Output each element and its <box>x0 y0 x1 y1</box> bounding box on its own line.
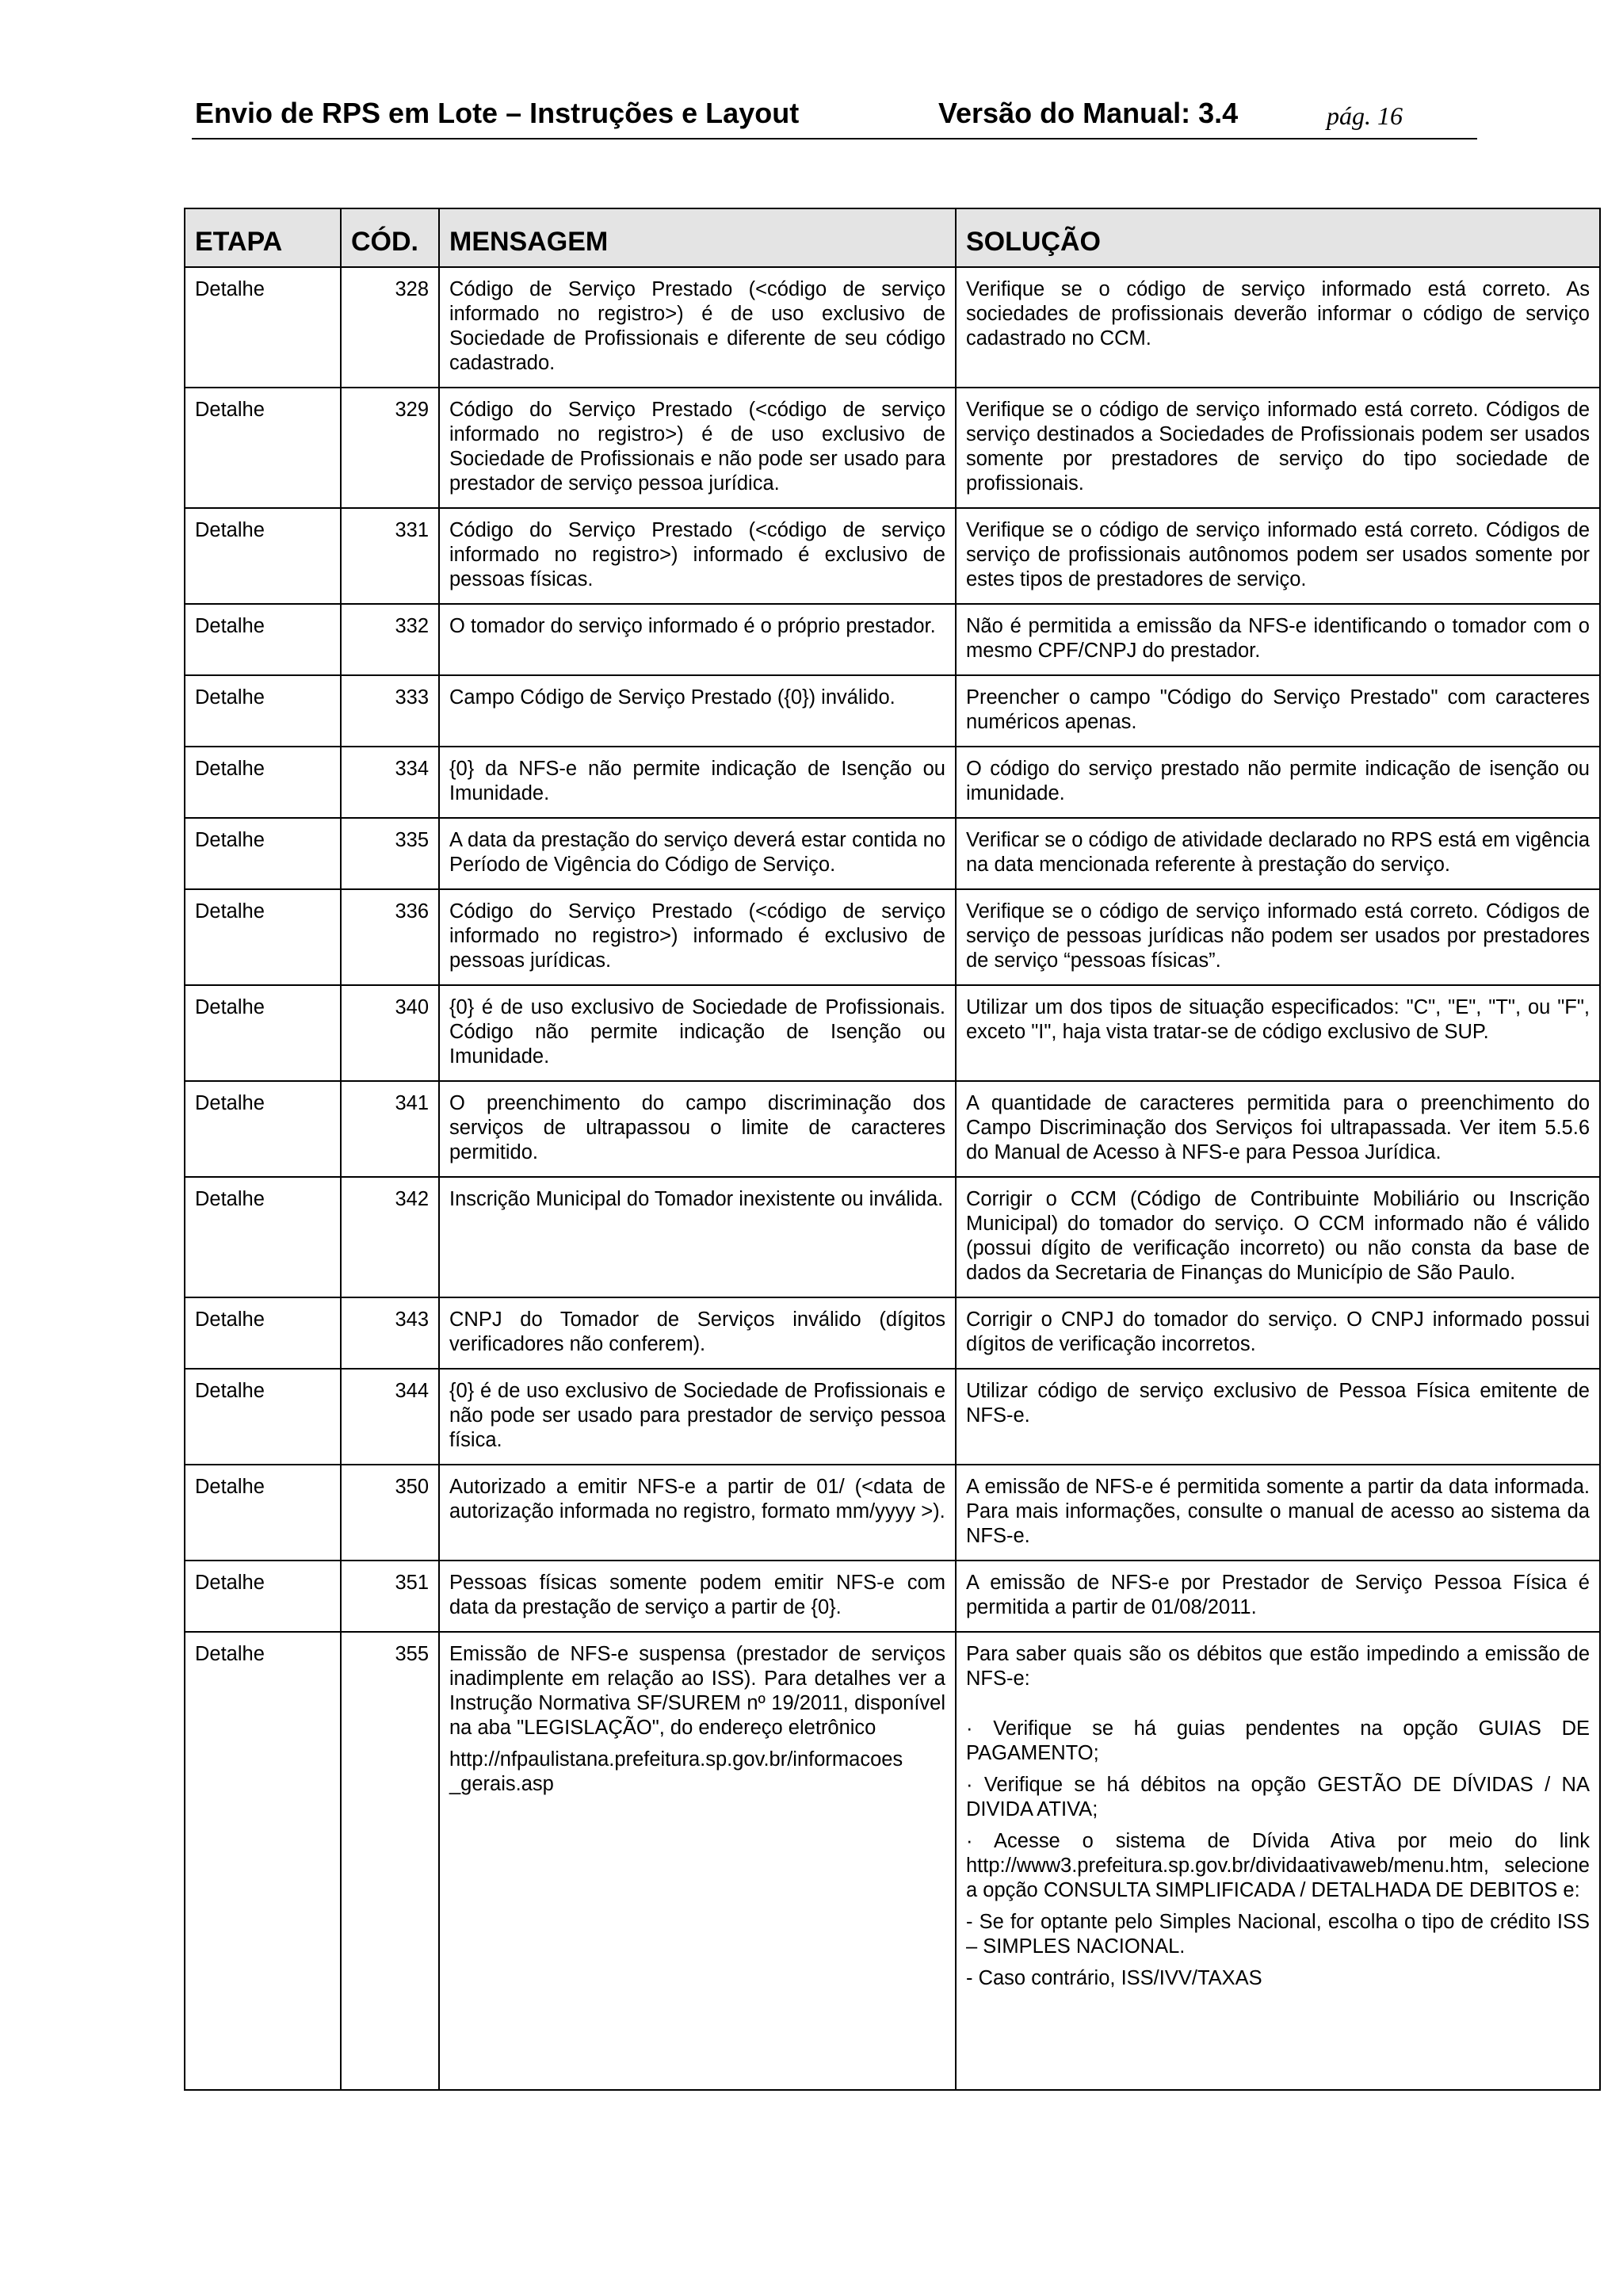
table-row <box>185 1561 1600 1632</box>
cell-mensagem <box>439 818 956 889</box>
solucao-paragraph: A quantidade de caracteres permitida para o preenchimento do Campo Discriminação dos Serviços foi ultrapassada. Ver item 5.5.6 do Manual de Acesso à NFS-e para Pessoa Jurídica. <box>966 1092 1590 1163</box>
mensagem-paragraph: O preenchimento do campo discriminação dos serviços de ultrapassou o limite de caracteres permitido. <box>449 1092 945 1163</box>
cell-mensagem <box>439 985 956 1081</box>
table-row <box>185 985 1600 1081</box>
page-header <box>192 94 1477 139</box>
solucao-paragraph: - Caso contrário, ISS/IVV/TAXAS <box>966 1967 1262 1989</box>
cell-etapa: Detalhe <box>185 889 341 985</box>
table-row <box>185 675 1600 747</box>
mensagem-paragraph: {0} é de uso exclusivo de Sociedade de Profissionais. Código não permite indicação de Isenção ou Imunidade. <box>449 996 945 1068</box>
cell-etapa: Detalhe <box>185 1465 341 1561</box>
cell-etapa: Detalhe <box>185 1177 341 1297</box>
column-header-mensagem: MENSAGEM <box>439 208 956 267</box>
solucao-paragraph: Verifique se o código de serviço informado está correto. Códigos de serviço de pessoas jurídicas não podem ser usados por prestadores de serviço “pessoas físicas”. <box>966 900 1590 972</box>
cell-cod: 355 <box>341 1632 439 2090</box>
cell-cod: 328 <box>341 267 439 388</box>
mensagem-paragraph: {0} da NFS-e não permite indicação de Isenção ou Imunidade. <box>449 758 945 804</box>
cell-etapa: Detalhe <box>185 604 341 675</box>
cell-etapa: Detalhe <box>185 1561 341 1632</box>
cell-solucao <box>956 1297 1600 1369</box>
cell-solucao <box>956 1081 1600 1177</box>
table-row <box>185 1369 1600 1465</box>
cell-etapa: Detalhe <box>185 1081 341 1177</box>
cell-solucao <box>956 604 1600 675</box>
cell-etapa: Detalhe <box>185 1297 341 1369</box>
cell-solucao <box>956 267 1600 388</box>
solucao-paragraph: Não é permitida a emissão da NFS-e identificando o tomador com o mesmo CPF/CNPJ do prestador. <box>966 615 1590 662</box>
cell-cod: 341 <box>341 1081 439 1177</box>
cell-cod: 329 <box>341 388 439 508</box>
column-header-etapa: ETAPA <box>185 208 341 267</box>
cell-etapa: Detalhe <box>185 675 341 747</box>
cell-solucao <box>956 1177 1600 1297</box>
cell-solucao <box>956 889 1600 985</box>
messages-table <box>184 208 1601 2091</box>
solucao-paragraph: · Verifique se há guias pendentes na opção GUIAS DE PAGAMENTO; <box>966 1717 1590 1764</box>
solucao-paragraph: Utilizar um dos tipos de situação especificados: "C", "E", "T", ou "F", exceto "I", haja vista tratar-se de código exclusivo de SUP. <box>966 996 1590 1043</box>
solucao-paragraph: Preencher o campo "Código do Serviço Prestado" com caracteres numéricos apenas. <box>966 686 1590 733</box>
cell-etapa: Detalhe <box>185 818 341 889</box>
table-row <box>185 1465 1600 1561</box>
cell-etapa: Detalhe <box>185 1632 341 2090</box>
mensagem-paragraph: {0} é de uso exclusivo de Sociedade de Profissionais e não pode ser usado para prestador de serviço pessoa física. <box>449 1380 945 1451</box>
cell-mensagem <box>439 889 956 985</box>
table-row <box>185 818 1600 889</box>
document-title: Envio de RPS em Lote – Instruções e Layout <box>195 97 800 129</box>
cell-solucao <box>956 1561 1600 1632</box>
cell-cod: 351 <box>341 1561 439 1632</box>
mensagem-paragraph: Código do Serviço Prestado (<código de serviço informado no registro>) informado é exclusivo de pessoas jurídicas. <box>449 900 945 972</box>
manual-version: Versão do Manual: 3.4 <box>938 97 1239 129</box>
table-row <box>185 1177 1600 1297</box>
cell-mensagem <box>439 1177 956 1297</box>
cell-cod: 342 <box>341 1177 439 1297</box>
cell-mensagem <box>439 267 956 388</box>
mensagem-paragraph: CNPJ do Tomador de Serviços inválido (dígitos verificadores não conferem). <box>449 1308 945 1355</box>
cell-cod: 332 <box>341 604 439 675</box>
cell-cod: 331 <box>341 508 439 604</box>
cell-etapa: Detalhe <box>185 508 341 604</box>
mensagem-paragraph: Código do Serviço Prestado (<código de serviço informado no registro>) é de uso exclusivo de Sociedade de Profissionais e não pode ser usado para prestador de serviço pessoa jurídica. <box>449 399 945 495</box>
mensagem-paragraph: Inscrição Municipal do Tomador inexistente ou inválida. <box>449 1188 944 1210</box>
cell-solucao <box>956 1369 1600 1465</box>
table-body <box>185 267 1600 2090</box>
mensagem-paragraph: Código do Serviço Prestado (<código de serviço informado no registro>) informado é exclusivo de pessoas físicas. <box>449 519 945 590</box>
solucao-paragraph: A emissão de NFS-e é permitida somente a partir da data informada. Para mais informações, consulte o manual de acesso ao sistema da NFS-e. <box>966 1476 1590 1547</box>
table-row <box>185 747 1600 818</box>
column-header-solucao: SOLUÇÃO <box>956 208 1600 267</box>
solucao-paragraph: O código do serviço prestado não permite indicação de isenção ou imunidade. <box>966 758 1590 804</box>
solucao-paragraph: - Se for optante pelo Simples Nacional, escolha o tipo de crédito ISS – SIMPLES NACIONAL. <box>966 1911 1590 1958</box>
cell-cod: 334 <box>341 747 439 818</box>
cell-cod: 340 <box>341 985 439 1081</box>
cell-mensagem <box>439 604 956 675</box>
cell-solucao <box>956 985 1600 1081</box>
solucao-paragraph: Corrigir o CNPJ do tomador do serviço. O CNPJ informado possui dígitos de verificação incorretos. <box>966 1308 1590 1355</box>
table-row <box>185 604 1600 675</box>
table-header-row <box>185 208 1600 267</box>
cell-etapa: Detalhe <box>185 1369 341 1465</box>
cell-etapa: Detalhe <box>185 388 341 508</box>
cell-cod: 350 <box>341 1465 439 1561</box>
cell-mensagem <box>439 747 956 818</box>
cell-mensagem <box>439 1081 956 1177</box>
mensagem-paragraph: A data da prestação do serviço deverá estar contida no Período de Vigência do Código de Serviço. <box>449 829 945 876</box>
mensagem-paragraph: Campo Código de Serviço Prestado ({0}) inválido. <box>449 686 896 709</box>
solucao-paragraph: Corrigir o CCM (Código de Contribuinte Mobiliário ou Inscrição Municipal) do tomador do serviço. O CCM informado não é válido (possui dígito de verificação incorreto) ou não consta da base de dados da Secretaria de Finanças do Município de São Paulo. <box>966 1188 1590 1284</box>
solucao-paragraph: A emissão de NFS-e por Prestador de Serviço Pessoa Física é permitida a partir de 01/08/2011. <box>966 1572 1590 1618</box>
table-row <box>185 388 1600 508</box>
cell-solucao <box>956 675 1600 747</box>
solucao-paragraph: Verifique se o código de serviço informado está correto. As sociedades de profissionais deverão informar o código de serviço cadastrado no CCM. <box>966 278 1590 350</box>
solucao-paragraph: Utilizar código de serviço exclusivo de Pessoa Física emitente de NFS-e. <box>966 1380 1590 1427</box>
solucao-paragraph: · Verifique se há débitos na opção GESTÃO DE DÍVIDAS / NA DIVIDA ATIVA; <box>966 1774 1590 1820</box>
cell-mensagem <box>439 675 956 747</box>
solucao-paragraph: Verificar se o código de atividade declarado no RPS está em vigência na data mencionada referente à prestação do serviço. <box>966 829 1590 876</box>
cell-mensagem <box>439 388 956 508</box>
cell-mensagem <box>439 1561 956 1632</box>
mensagem-paragraph: O tomador do serviço informado é o próprio prestador. <box>449 615 936 637</box>
solucao-paragraph: Para saber quais são os débitos que estão impedindo a emissão de NFS-e: <box>966 1643 1590 1690</box>
cell-cod: 343 <box>341 1297 439 1369</box>
cell-mensagem <box>439 1632 956 2090</box>
mensagem-paragraph: Emissão de NFS-e suspensa (prestador de serviços inadimplente em relação ao ISS). Para detalhes ver a Instrução Normativa SF/SUREM nº 19/2011, disponível na aba "LEGISLAÇÃO", do endereço eletrônico <box>449 1643 945 1739</box>
cell-solucao <box>956 747 1600 818</box>
solucao-paragraph: · Acesse o sistema de Dívida Ativa por meio do link http://www3.prefeitura.sp.gov.br/dividaativaweb/menu.htm, selecione a opção CONSULTA SIMPLIFICADA / DETALHADA DE DEBITOS e: <box>966 1830 1590 1901</box>
solucao-paragraph: Verifique se o código de serviço informado está correto. Códigos de serviço de profissionais autônomos podem ser usados somente por estes tipos de prestadores de serviço. <box>966 519 1590 590</box>
column-header-cod: CÓD. <box>341 208 439 267</box>
mensagem-paragraph: Autorizado a emitir NFS-e a partir de 01/ (<data de autorização informada no registro, formato mm/yyyy >). <box>449 1476 945 1522</box>
cell-solucao <box>956 1465 1600 1561</box>
table-row <box>185 508 1600 604</box>
cell-mensagem <box>439 1465 956 1561</box>
table-row <box>185 1297 1600 1369</box>
cell-solucao <box>956 388 1600 508</box>
table-row <box>185 267 1600 388</box>
cell-mensagem <box>439 508 956 604</box>
solucao-paragraph: Verifique se o código de serviço informado está correto. Códigos de serviço destinados a Sociedades de Profissionais podem ser usados somente por prestadores de serviço do tipo sociedade de profissionais. <box>966 399 1590 495</box>
table-row <box>185 889 1600 985</box>
cell-solucao <box>956 508 1600 604</box>
cell-cod: 344 <box>341 1369 439 1465</box>
page-number: pág. 16 <box>1327 101 1403 130</box>
mensagem-paragraph: Código de Serviço Prestado (<código de serviço informado no registro>) é de uso exclusivo de Sociedade de Profissionais e diferente de seu código cadastrado. <box>449 278 945 374</box>
cell-solucao <box>956 1632 1600 2090</box>
cell-solucao <box>956 818 1600 889</box>
cell-cod: 336 <box>341 889 439 985</box>
cell-etapa: Detalhe <box>185 747 341 818</box>
table-row <box>185 1632 1600 2090</box>
table-row <box>185 1081 1600 1177</box>
cell-etapa: Detalhe <box>185 985 341 1081</box>
cell-mensagem <box>439 1297 956 1369</box>
cell-etapa: Detalhe <box>185 267 341 388</box>
cell-cod: 333 <box>341 675 439 747</box>
mensagem-paragraph: Pessoas físicas somente podem emitir NFS-e com data da prestação de serviço a partir de {0}. <box>449 1572 945 1618</box>
cell-cod: 335 <box>341 818 439 889</box>
mensagem-paragraph: http://nfpaulistana.prefeitura.sp.gov.br/informacoes _gerais.asp <box>449 1748 903 1795</box>
cell-mensagem <box>439 1369 956 1465</box>
